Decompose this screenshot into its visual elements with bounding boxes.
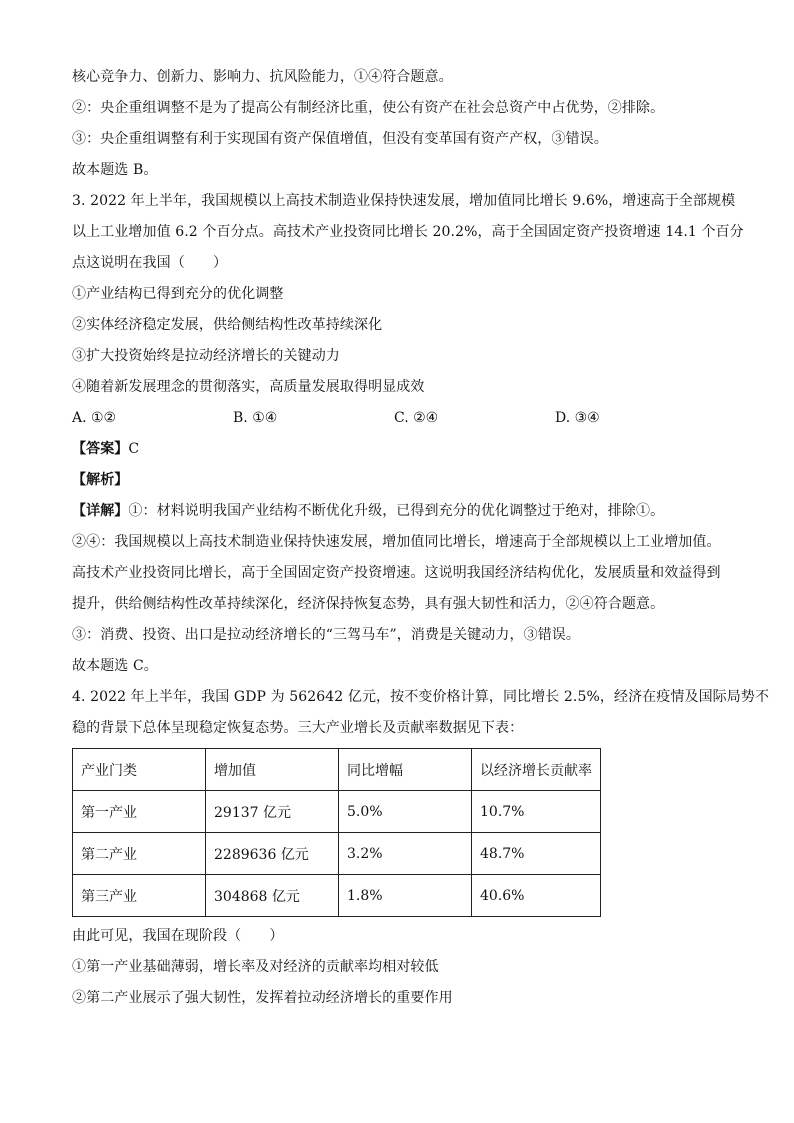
answer-tag: 【答案】 bbox=[72, 441, 129, 457]
q3-item-1: ①产业结构已得到充分的优化调整 bbox=[72, 286, 284, 302]
q3-item-3: ③扩大投资始终是拉动经济增长的关键动力 bbox=[72, 348, 340, 364]
q3-item-2: ②实体经济稳定发展，供给侧结构性改革持续深化 bbox=[72, 317, 383, 333]
analysis-tag: 【解析】 bbox=[72, 472, 129, 488]
q3-option-c: C. ②④ bbox=[394, 410, 439, 426]
table-row bbox=[73, 875, 601, 917]
prev-analysis-line-3: ③：央企重组调整有利于实现国有资产保值增值，但没有变革国有资产产权，③错误。 bbox=[72, 131, 608, 147]
prev-analysis-line-1: 核心竞争力、创新力、影响力、抗风险能力，①④符合题意。 bbox=[72, 69, 453, 85]
q3-detail-line-4: 提升，供给侧结构性改革持续深化，经济保持恢复态势，具有强大韧性和活力，②④符合题意。 bbox=[72, 596, 665, 612]
table-cell: 第三产业 bbox=[73, 875, 206, 917]
answer-value: C bbox=[128, 441, 140, 457]
q3-detail-line-2: ②④：我国规模以上高技术制造业保持快速发展，增加值同比增长，增速高于全部规模以上工业增加值。 bbox=[72, 534, 721, 550]
table-cell: 2289636 亿元 bbox=[206, 833, 339, 875]
q3-conclusion: 故本题选 C。 bbox=[72, 658, 158, 674]
q3-stem-line-1: 3. 2022 年上半年，我国规模以上高技术制造业保持快速发展，增加值同比增长 9.6%，增速高于全部规模 bbox=[72, 193, 736, 209]
table-cell: 48.7% bbox=[472, 833, 601, 875]
table-cell: 40.6% bbox=[472, 875, 601, 917]
detail-text-1: ①：材料说明我国产业结构不断优化升级，已得到充分的优化调整过于绝对，排除①。 bbox=[128, 503, 665, 519]
q4-stem-line-1: 4. 2022 年上半年，我国 GDP 为 562642 亿元，按不变价格计算，同比增长 2.5%，经济在疫情及国际局势不 bbox=[72, 689, 770, 705]
q3-options bbox=[72, 403, 724, 434]
q3-detail-line-1 bbox=[72, 496, 724, 527]
prev-analysis-line-2: ②：央企重组调整不是为了提高公有制经济比重，使公有资产在社会总资产中占优势，②排除。 bbox=[72, 100, 665, 116]
table-header-row bbox=[73, 749, 601, 791]
table-row bbox=[73, 833, 601, 875]
q3-item-4: ④随着新发展理念的贯彻落实，高质量发展取得明显成效 bbox=[72, 379, 425, 395]
prev-conclusion: 故本题选 B。 bbox=[72, 162, 158, 178]
q4-stem-line-2: 稳的背景下总体呈现稳定恢复态势。三大产业增长及贡献率数据见下表： bbox=[72, 720, 524, 736]
table-cell: 1.8% bbox=[339, 875, 472, 917]
q3-option-d: D. ③④ bbox=[555, 410, 600, 426]
q4-after-table: 由此可见，我国在现阶段（ ） bbox=[72, 928, 284, 944]
q4-item-1: ①第一产业基础薄弱，增长率及对经济的贡献率均相对较低 bbox=[72, 959, 439, 975]
q3-answer bbox=[72, 434, 724, 465]
document-page bbox=[72, 62, 770, 1014]
table-cell: 304868 亿元 bbox=[206, 875, 339, 917]
table-cell: 29137 亿元 bbox=[206, 791, 339, 833]
q3-stem-line-3: 点这说明在我国（ ） bbox=[72, 255, 228, 271]
table-header-cell: 增加值 bbox=[206, 749, 339, 791]
table-cell: 第二产业 bbox=[73, 833, 206, 875]
table-row bbox=[73, 791, 601, 833]
q3-stem-line-2: 以上工业增加值 6.2 个百分点。高技术产业投资同比增长 20.2%，高于全国固定资产投资增速 14.1 个百分 bbox=[72, 224, 744, 240]
q4-item-2: ②第二产业展示了强大韧性，发挥着拉动经济增长的重要作用 bbox=[72, 990, 453, 1006]
q3-detail-line-5: ③：消费、投资、出口是拉动经济增长的“三驾马车”，消费是关键动力，③错误。 bbox=[72, 627, 581, 643]
q3-detail-line-3: 高技术产业投资同比增长，高于全国固定资产投资增速。这说明我国经济结构优化，发展质量和效益得到 bbox=[72, 565, 721, 581]
table-cell: 第一产业 bbox=[73, 791, 206, 833]
table-cell: 5.0% bbox=[339, 791, 472, 833]
table-header-cell: 以经济增长贡献率 bbox=[472, 749, 601, 791]
table-cell: 10.7% bbox=[472, 791, 601, 833]
q3-option-b: B. ①④ bbox=[233, 410, 278, 426]
table-cell: 3.2% bbox=[339, 833, 472, 875]
table-header-cell: 产业门类 bbox=[73, 749, 206, 791]
q3-analysis-heading bbox=[72, 465, 724, 496]
industry-data-table bbox=[72, 748, 601, 917]
q3-option-a: A. ①② bbox=[72, 410, 117, 426]
table-header-cell: 同比增幅 bbox=[339, 749, 472, 791]
detail-tag: 【详解】 bbox=[72, 503, 129, 519]
